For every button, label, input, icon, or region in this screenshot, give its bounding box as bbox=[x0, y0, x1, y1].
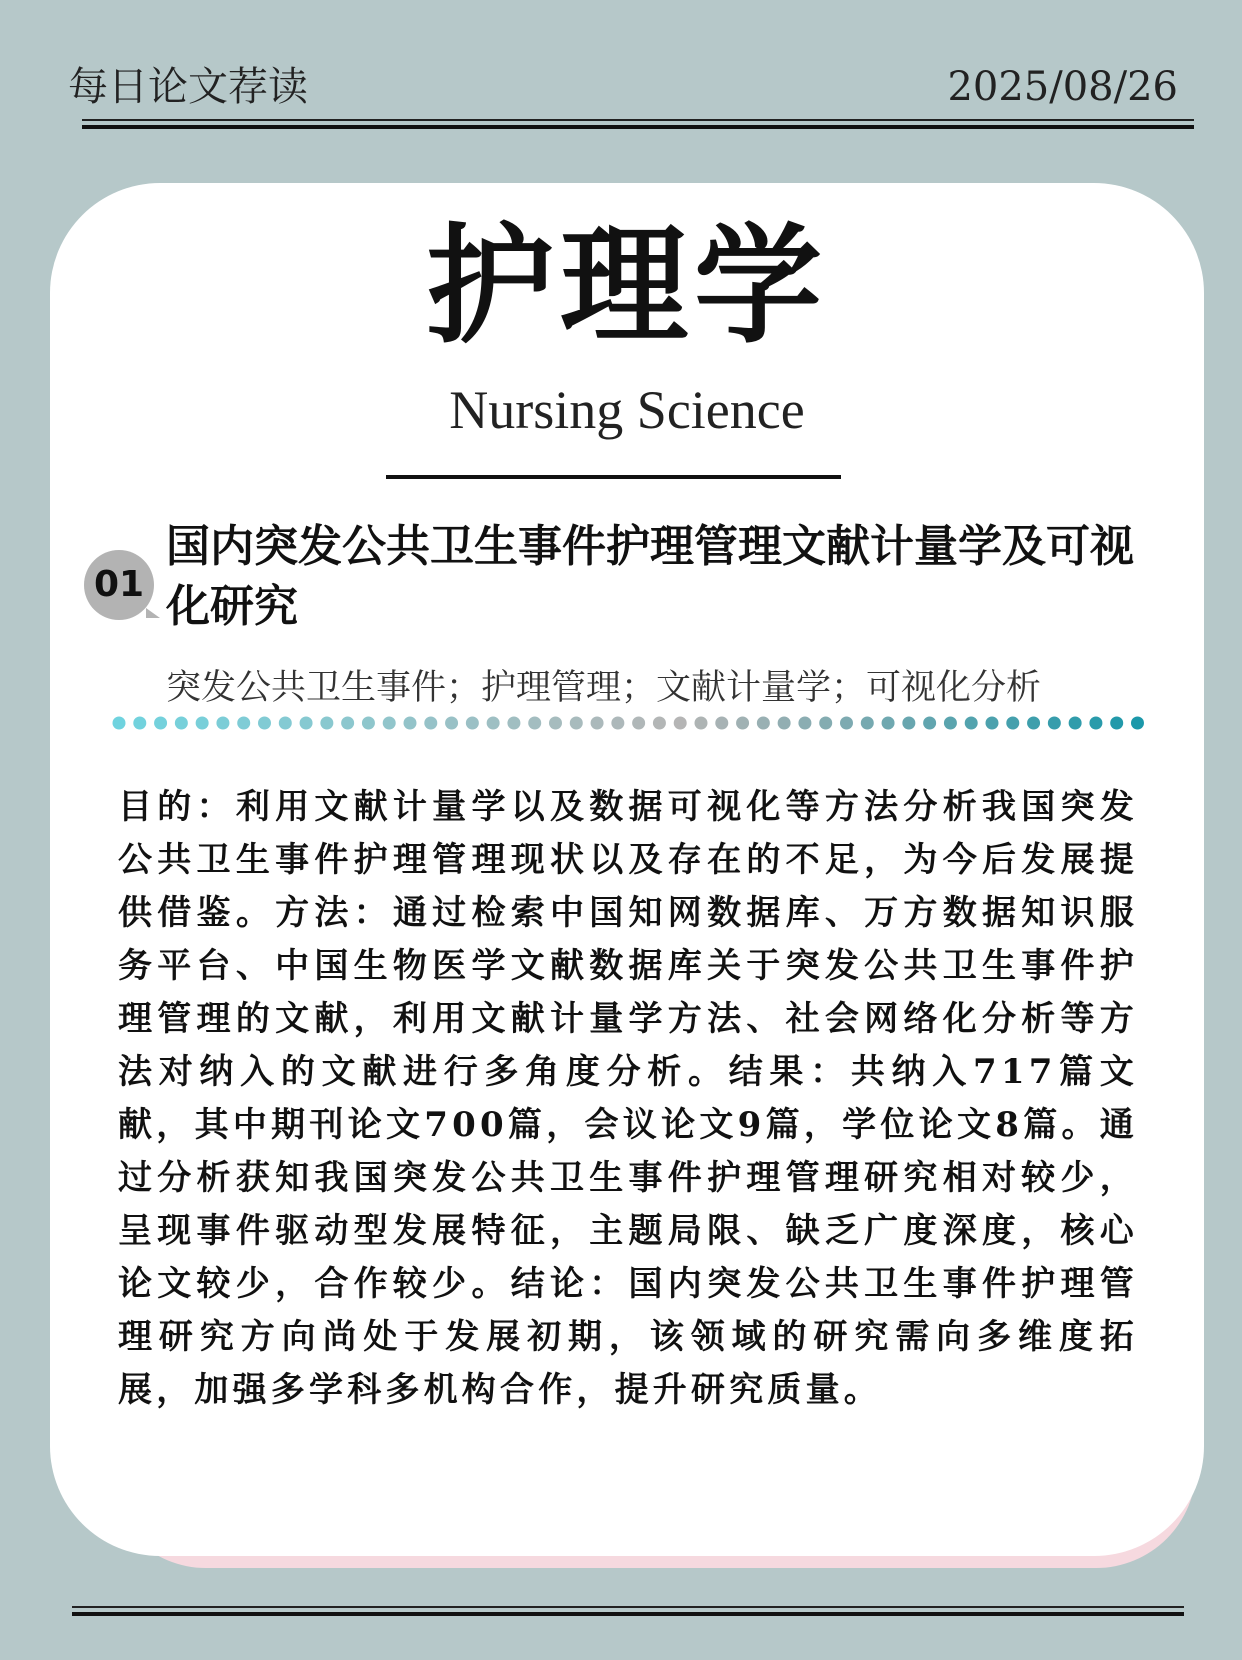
divider-dot bbox=[549, 717, 562, 730]
divider-dot bbox=[196, 717, 209, 730]
divider-dot bbox=[674, 717, 687, 730]
footer-divider-thick bbox=[72, 1612, 1184, 1616]
title-divider bbox=[386, 475, 841, 479]
divider-dot bbox=[1131, 717, 1144, 730]
item-number-badge bbox=[84, 550, 154, 620]
divider-dot bbox=[985, 717, 998, 730]
divider-dot bbox=[1048, 717, 1061, 730]
divider-dot bbox=[216, 717, 229, 730]
divider-dot bbox=[175, 717, 188, 730]
section-title-chinese: 护理学 bbox=[425, 211, 828, 361]
divider-dot bbox=[362, 717, 375, 730]
paper-title: 国内突发公共卫生事件护理管理文献计量学及可视化研究 bbox=[166, 521, 1134, 632]
divider-dot bbox=[819, 717, 832, 730]
divider-dot bbox=[300, 717, 313, 730]
divider-dot bbox=[279, 717, 292, 730]
divider-dot bbox=[1110, 717, 1123, 730]
divider-dot bbox=[965, 717, 978, 730]
divider-dot bbox=[653, 717, 666, 730]
divider-dot bbox=[1006, 717, 1019, 730]
divider-dot bbox=[715, 717, 728, 730]
divider-dot bbox=[154, 717, 167, 730]
content-card bbox=[50, 183, 1204, 1556]
divider-dot bbox=[424, 717, 437, 730]
divider-dot bbox=[778, 717, 791, 730]
divider-dot bbox=[258, 717, 271, 730]
header-divider-thin bbox=[82, 119, 1194, 121]
divider-dot bbox=[736, 717, 749, 730]
keywords: 突发公共卫生事件；护理管理；文献计量学；可视化分析 bbox=[166, 668, 1042, 708]
divider-dot bbox=[383, 717, 396, 730]
divider-dot bbox=[944, 717, 957, 730]
divider-dot bbox=[840, 717, 853, 730]
divider-dot bbox=[570, 717, 583, 730]
divider-dot bbox=[611, 717, 624, 730]
divider-dot bbox=[403, 717, 416, 730]
divider-dot bbox=[1089, 717, 1102, 730]
divider-dot bbox=[466, 717, 479, 730]
header-divider-thick bbox=[82, 125, 1194, 129]
divider-dot bbox=[133, 717, 146, 730]
divider-dot bbox=[445, 717, 458, 730]
divider-dot bbox=[798, 717, 811, 730]
divider-dot bbox=[923, 717, 936, 730]
divider-dot bbox=[902, 717, 915, 730]
item-number: 01 bbox=[93, 564, 145, 605]
publish-date: 2025/08/26 bbox=[947, 64, 1178, 110]
divider-dot bbox=[507, 717, 520, 730]
abstract-text: 目的：利用文献计量学以及数据可视化等方法分析我国突发公共卫生事件护理管理现状以及存在的不足，为今后发展提供借鉴。方法：通过检索中国知网数据库、万方数据知识服务平台、中国生物医学文献数据库关于突发公共卫生事件护理管理的文献，利用文献计量学方法、社会网络化分析等方法对纳入的文献进行多角度分析。结果：共纳入717篇文献，其中期刊论文700篇，会议论文9篇，学位论文8篇。通过分析获知我国突发公共卫生事件护理管理研究相对较少，呈现事件驱动型发展特征，主题局限、缺乏广度深度，核心论文较少，合作较少。结论：国内突发公共卫生事件护理管理研究方向尚处于发展初期，该领域的研究需向多维度拓展，加强多学科多机构合作，提升研究质量。 bbox=[118, 787, 1138, 1410]
divider-dot bbox=[341, 717, 354, 730]
divider-dot bbox=[591, 717, 604, 730]
divider-dot bbox=[632, 717, 645, 730]
divider-dot bbox=[487, 717, 500, 730]
divider-dot bbox=[528, 717, 541, 730]
divider-dot bbox=[1027, 717, 1040, 730]
divider-dot bbox=[113, 717, 126, 730]
page-header bbox=[68, 62, 1178, 122]
series-label: 每日论文荐读 bbox=[68, 64, 308, 110]
divider-dot bbox=[694, 717, 707, 730]
dotted-divider bbox=[112, 716, 1146, 730]
divider-dot bbox=[861, 717, 874, 730]
section-title-english: Nursing Science bbox=[449, 380, 805, 440]
footer-divider-thin bbox=[72, 1606, 1184, 1608]
divider-dot bbox=[320, 717, 333, 730]
divider-dot bbox=[882, 717, 895, 730]
divider-dot bbox=[757, 717, 770, 730]
divider-dot bbox=[1069, 717, 1082, 730]
divider-dot bbox=[237, 717, 250, 730]
